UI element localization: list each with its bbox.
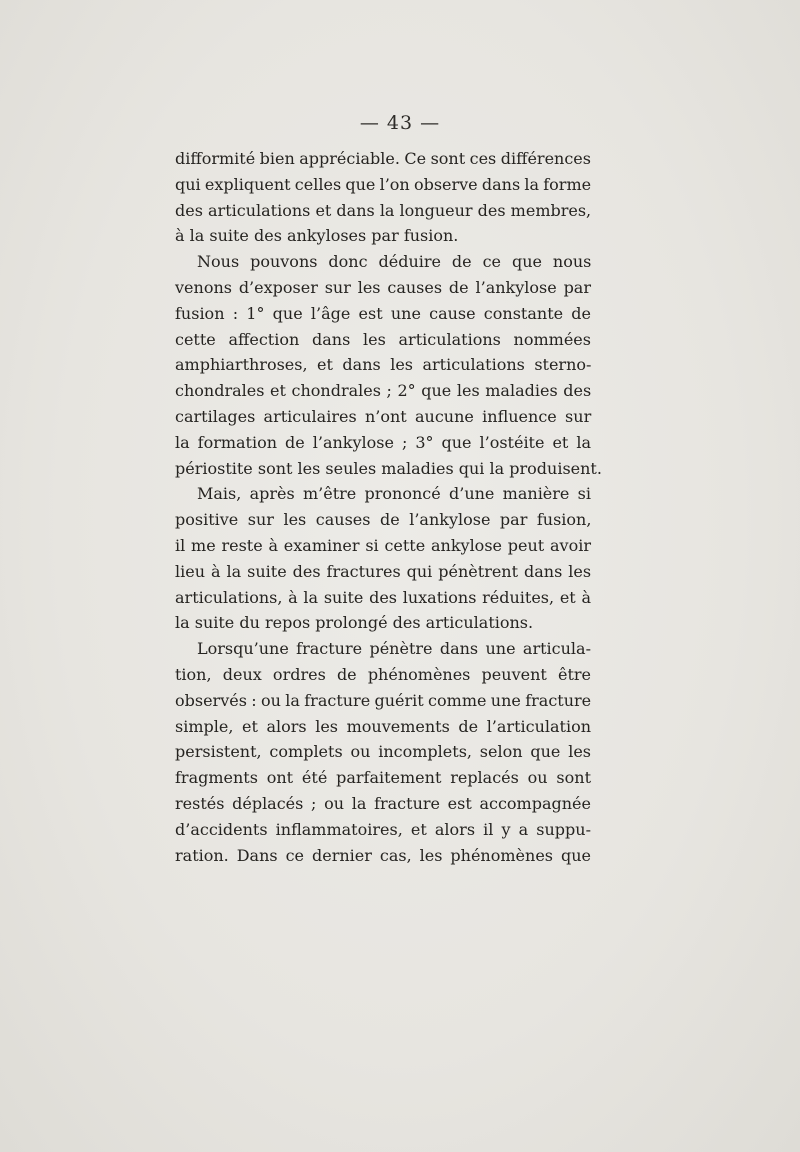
text-line: la suite du repos prolongé des articulations.	[175, 613, 534, 633]
text-line: des articulations et dans la longueur des membres,	[175, 200, 592, 220]
text-line: articulations, à la suite des luxations réduites, et à	[175, 587, 591, 607]
text-line: périostite sont les seules maladies qui la produisent.	[175, 458, 602, 478]
text-line: difformité bien appréciable. Ce sont ces différences	[175, 149, 591, 168]
text-line: Mais, après m’être prononcé d’une manière si	[197, 484, 591, 504]
text-line: d’accidents inflammatoires, et alors il y a suppu-	[175, 819, 591, 839]
text-line: la formation de l’ankylose ; 3° que l’ostéite et la	[175, 432, 591, 452]
paragraph-1	[175, 146, 591, 249]
text-line: persistent, complets ou incomplets, selon que les	[175, 742, 591, 762]
text-line: il me reste à examiner si cette ankylose peut avoir	[175, 535, 591, 555]
text-line: qui expliquent celles que l’on observe dans la forme	[175, 174, 592, 194]
text-line: à la suite des ankyloses par fusion.	[175, 226, 459, 246]
body-text	[175, 146, 602, 868]
text-line: fragments ont été parfaitement replacés ou sont	[175, 768, 591, 788]
text-line: cartilages articulaires n’ont aucune influence sur	[175, 406, 592, 426]
text-line: Lorsqu’une fracture pénètre dans une articula-	[197, 639, 591, 659]
text-line: Nous pouvons donc déduire de ce que nous	[197, 252, 592, 272]
text-line: chondrales et chondrales ; 2° que les maladies des	[175, 381, 592, 401]
text-line: ration. Dans ce dernier cas, les phénomènes que	[175, 845, 591, 865]
text-line: restés déplacés ; ou la fracture est accompagnée	[175, 793, 591, 813]
text-line: cette affection dans les articulations nommées	[175, 329, 591, 349]
text-line: venons d’exposer sur les causes de l’ankylose par	[175, 277, 591, 297]
text-line: lieu à la suite des fractures qui pénètrent dans les	[175, 561, 592, 581]
paragraph-2	[175, 249, 602, 481]
paragraph-3	[175, 481, 591, 636]
text-line: tion, deux ordres de phénomènes peuvent être	[175, 664, 591, 684]
page-number: — 43 —	[359, 112, 441, 134]
text-line: simple, et alors les mouvements de l’articulation	[175, 716, 592, 736]
text-line: amphiarthroses, et dans les articulations sterno-	[175, 355, 592, 375]
text-line: fusion : 1° que l’âge est une cause constante de	[175, 303, 591, 323]
paragraph-4	[175, 636, 591, 868]
text-line: observés : ou la fracture guérit comme une fracture	[175, 690, 592, 710]
text-line: positive sur les causes de l’ankylose par fusion,	[175, 510, 592, 530]
